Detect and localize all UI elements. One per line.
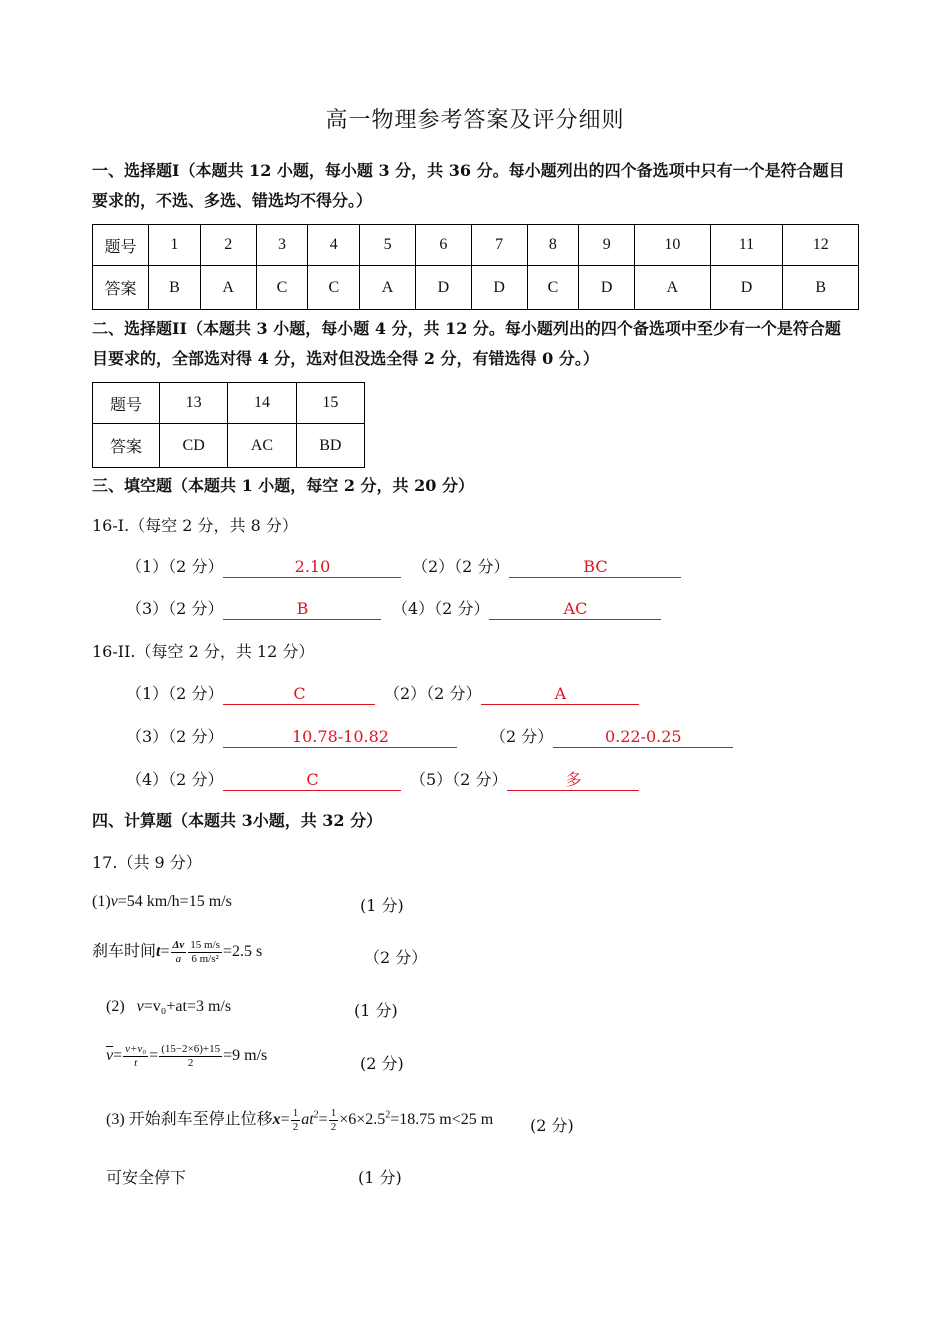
var-v: v bbox=[110, 893, 118, 910]
q17-title: 17.（共 9 分） bbox=[92, 853, 202, 872]
row-label-a: 答案 bbox=[93, 266, 149, 310]
q-number: 10 bbox=[635, 225, 710, 266]
table-row-numbers bbox=[93, 225, 859, 266]
step-mid: ×6×2.5 bbox=[339, 1111, 386, 1128]
q-number: 8 bbox=[527, 225, 579, 266]
section1-answer-table bbox=[92, 224, 859, 310]
score-5: (2 分) bbox=[530, 1116, 574, 1135]
part2-title: 16-II.（每空 2 分，共 12 分） bbox=[92, 642, 315, 661]
answer-blank: A bbox=[481, 684, 639, 705]
answer-cell: A bbox=[360, 266, 416, 310]
frac-num: Δv bbox=[172, 938, 185, 951]
answer-cell: D bbox=[471, 266, 527, 310]
fill-label: （5）（2 分） bbox=[410, 770, 508, 789]
score-3: (1 分) bbox=[354, 1001, 398, 1020]
q-number: 1 bbox=[149, 225, 201, 266]
score-6: (1 分) bbox=[358, 1168, 402, 1187]
frac-den: 2 bbox=[292, 1120, 299, 1133]
step-label: 刹车时间 bbox=[92, 943, 157, 960]
answer-blank: AC bbox=[489, 599, 661, 620]
equals: = bbox=[149, 1047, 159, 1065]
row-label-q: 题号 bbox=[93, 383, 160, 424]
answer-cell: A bbox=[635, 266, 710, 310]
answer-cell: D bbox=[579, 266, 635, 310]
fill-item bbox=[126, 724, 457, 748]
answer-blank: BC bbox=[509, 557, 681, 578]
part1-title: 16-I.（每空 2 分，共 8 分） bbox=[92, 516, 298, 535]
answer-blank: C bbox=[223, 684, 375, 705]
var-v: v bbox=[136, 998, 144, 1015]
step-label: (1) bbox=[92, 893, 111, 910]
answer-cell: CD bbox=[160, 424, 228, 468]
fraction-dv-a bbox=[171, 939, 187, 966]
frac-num: (15−2×6)+15 bbox=[161, 1043, 221, 1055]
step-label: (2) bbox=[106, 998, 125, 1015]
fill-item bbox=[126, 596, 381, 620]
answer-blank: 0.22-0.25 bbox=[553, 727, 733, 748]
fill-item bbox=[126, 767, 401, 791]
section2-heading-line2: 目要求的，全部选对得 4 分，选对但没选全得 2 分，有错选得 0 分。） bbox=[92, 349, 599, 368]
fill-item bbox=[412, 554, 681, 578]
q-number: 5 bbox=[360, 225, 416, 266]
q-number: 3 bbox=[256, 225, 308, 266]
fraction-half bbox=[291, 1107, 301, 1134]
fill-label: （4）（2 分） bbox=[126, 770, 224, 789]
fraction-avg bbox=[123, 1043, 148, 1070]
fill-item bbox=[126, 554, 401, 578]
exponent: 2 bbox=[385, 1109, 391, 1121]
q-number: 2 bbox=[200, 225, 256, 266]
row-label-q: 题号 bbox=[93, 225, 149, 266]
fraction-half bbox=[329, 1107, 339, 1134]
answer-cell: C bbox=[256, 266, 308, 310]
fill-label: （3）（2 分） bbox=[126, 727, 224, 746]
section3-heading: 三、填空题（本题共 1 小题，每空 2 分，共 20 分） bbox=[92, 476, 474, 495]
step-eq: =54 km/h=15 m/s bbox=[117, 893, 232, 910]
frac-num: 1 bbox=[330, 1106, 337, 1119]
frac-den: 6 m/s² bbox=[191, 952, 219, 965]
exponent: 2 bbox=[313, 1109, 319, 1121]
solution-step-5: (3) 开始刹车至停止位移x= $\frac{1}{2}$ $at^2=$ $\frac{1}{2}$ $\times 6\times 2.5^2=18.75$ m<25 m bbox=[106, 1106, 494, 1133]
equals: = bbox=[160, 943, 170, 960]
q-number: 14 bbox=[228, 383, 296, 424]
answer-cell: BD bbox=[296, 424, 364, 468]
answer-cell: C bbox=[308, 266, 360, 310]
answer-cell: D bbox=[415, 266, 471, 310]
frac-num: 1 bbox=[292, 1106, 299, 1119]
q-number: 6 bbox=[415, 225, 471, 266]
q-number: 11 bbox=[710, 225, 783, 266]
fill-item bbox=[384, 681, 639, 705]
solution-step-6: 可安全停下 bbox=[106, 1168, 187, 1187]
fill-item bbox=[410, 767, 639, 791]
fraction-values bbox=[188, 939, 222, 966]
section2-heading-line1: 二、选择题II（本题共 3 小题，每小题 4 分，共 12 分。每小题列出的四个备选项中至少有一个是符合题 bbox=[92, 319, 841, 338]
answer-blank: B bbox=[223, 599, 381, 620]
q-number: 4 bbox=[308, 225, 360, 266]
step-label: (3) 开始刹车至停止位移 bbox=[106, 1111, 273, 1128]
table-row-numbers bbox=[93, 383, 365, 424]
answer-blank: C bbox=[223, 770, 401, 791]
q-number: 7 bbox=[471, 225, 527, 266]
section4-heading: 四、计算题（本题共 3小题，共 32 分） bbox=[92, 811, 383, 830]
frac-den: 2 bbox=[330, 1120, 337, 1133]
frac-den: t bbox=[134, 1057, 138, 1069]
answer-cell: AC bbox=[228, 424, 296, 468]
q-number: 9 bbox=[579, 225, 635, 266]
solution-step-1 bbox=[92, 893, 232, 911]
answer-blank: 多 bbox=[507, 770, 639, 791]
frac-num: 15 m/s bbox=[190, 938, 220, 951]
frac-den: a bbox=[175, 952, 182, 965]
score-2: （2 分） bbox=[364, 948, 428, 967]
answer-cell: C bbox=[527, 266, 579, 310]
score-4: (2 分) bbox=[360, 1054, 404, 1073]
fill-label: （2 分） bbox=[490, 727, 554, 746]
fill-label: （3）（2 分） bbox=[126, 599, 224, 618]
step-result: =9 m/s bbox=[223, 1047, 268, 1065]
q-number: 13 bbox=[160, 383, 228, 424]
var-x: x bbox=[272, 1111, 281, 1128]
answer-blank: 10.78-10.82 bbox=[223, 727, 457, 748]
step-eq: =v₀+at=3 m/s bbox=[143, 998, 232, 1015]
fill-label: （4）（2 分） bbox=[392, 599, 490, 618]
var-vbar: $\overline{v}$ bbox=[106, 1047, 114, 1065]
fill-item bbox=[490, 724, 733, 748]
q-number: 12 bbox=[783, 225, 859, 266]
answer-cell: B bbox=[783, 266, 859, 310]
section1-heading-line1: 一、选择题I（本题共 12 小题，每小题 3 分，共 36 分。每小题列出的四个备选项中只有一个是符合题目 bbox=[92, 161, 845, 180]
frac-num: v+v₀ bbox=[125, 1043, 147, 1055]
equals: = bbox=[113, 1047, 123, 1065]
solution-step-4 bbox=[106, 1043, 267, 1070]
fill-item bbox=[392, 596, 661, 620]
section2-answer-table bbox=[92, 382, 365, 468]
table-row-answers bbox=[93, 424, 365, 468]
fill-label: （2）（2 分） bbox=[412, 557, 510, 576]
fraction-values bbox=[159, 1043, 222, 1070]
page-title: 高一物理参考答案及评分细则 bbox=[325, 108, 625, 133]
answer-cell: B bbox=[149, 266, 201, 310]
row-label-a: 答案 bbox=[93, 424, 160, 468]
fill-label: （2）（2 分） bbox=[384, 684, 482, 703]
table-row-answers bbox=[93, 266, 859, 310]
fill-item bbox=[126, 681, 375, 705]
answer-cell: A bbox=[200, 266, 256, 310]
step-result: =2.5 s bbox=[222, 943, 263, 960]
section1-heading-line2: 要求的，不选、多选、错选均不得分。） bbox=[92, 191, 373, 210]
answer-cell: D bbox=[710, 266, 783, 310]
var-t: t bbox=[156, 943, 161, 960]
answer-blank: 2.10 bbox=[223, 557, 401, 578]
term-at: at bbox=[301, 1111, 314, 1128]
score-1: (1 分) bbox=[360, 896, 404, 915]
fill-label: （1）（2 分） bbox=[126, 557, 224, 576]
solution-step-3 bbox=[106, 998, 231, 1016]
solution-step-2 bbox=[92, 938, 262, 966]
q-number: 15 bbox=[296, 383, 364, 424]
step-result: =18.75 m<25 m bbox=[390, 1111, 494, 1128]
fill-label: （1）（2 分） bbox=[126, 684, 224, 703]
frac-den: 2 bbox=[187, 1057, 194, 1069]
